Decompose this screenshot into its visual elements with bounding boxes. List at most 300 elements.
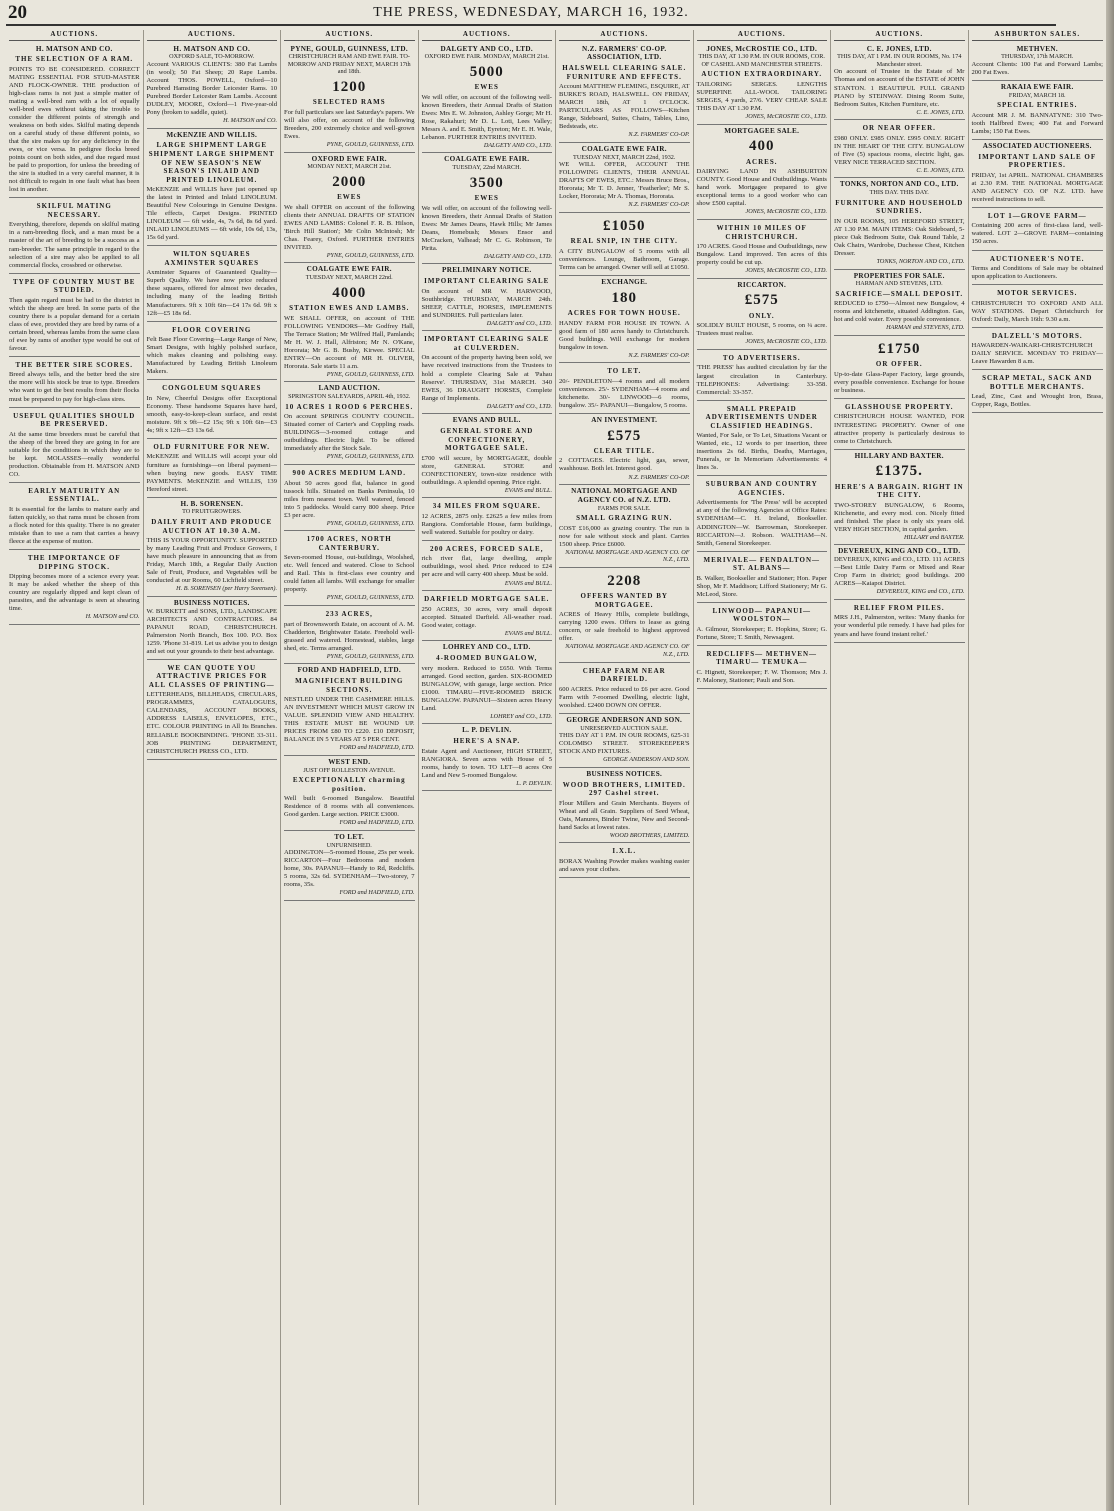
ad-signature: DALGETY AND CO., LTD. <box>483 252 552 260</box>
column-heading: AUCTIONS. <box>147 30 278 41</box>
column-heading: ASHBURTON SALES. <box>972 30 1104 41</box>
ad-big-figure: 180 <box>611 289 637 306</box>
ad-body: HANDY FARM FOR HOUSE IN TOWN. A good farm of 180 acres handy to Christchurch. Good buildings. Will exchange for modern bungalow in town. <box>559 319 690 351</box>
ad-signature: PYNE, GOULD, GUINNESS, LTD. <box>326 594 415 602</box>
ad-headline: SACRIFICE—SMALL DEPOSIT. <box>835 289 964 298</box>
advertiser-name: DALGETY AND CO., LTD. <box>440 44 533 53</box>
advertiser-name: COALGATE EWE FAIR. <box>306 265 392 274</box>
advertiser-name: PROPERTIES FOR SALE. <box>853 271 945 280</box>
advertisement <box>9 483 140 550</box>
ad-signature: H. MATSON and CO. <box>223 117 277 125</box>
ad-signature: H. B. SORENSEN (per Harry Sorensen). <box>176 585 277 593</box>
ad-subheading: THIS DAY. THIS DAY. <box>869 189 929 197</box>
advertiser-name: EVANS AND BULL. <box>452 416 521 425</box>
advertisement <box>972 43 1104 81</box>
ad-big-figure: 2208 <box>607 572 642 589</box>
advertiser-name: L. P. DEVLIN. <box>462 726 512 735</box>
ad-big-figure: 400 <box>749 138 775 155</box>
ad-headline: FURNITURE AND HOUSEHOLD SUNDRIES. <box>835 198 964 216</box>
ad-subheading: JUST OFF ROLLESTON AVENUE. <box>303 766 396 774</box>
ad-signature: N.Z. FARMERS' CO-OP. <box>628 473 690 481</box>
ad-body: Then again regard must be had to the district in which the sheep are bred. In some parts of the country there is a popular demand for a certain class of ewe, provided they are bred by rams of a certain breed, whereas lambs from the same class of ewe by rams of another type would be out of favour. <box>9 296 140 352</box>
ad-subheading: SPRINGSTON SALEYARDS, APRIL 4th, 1932. <box>288 393 411 401</box>
advertisement <box>697 350 828 401</box>
ad-headline: OR OFFER. <box>875 360 923 369</box>
ad-signature: DALGETY and CO., LTD. <box>486 402 552 410</box>
ad-body: BORAX Washing Powder makes washing easier and saves your clothes. <box>559 857 690 873</box>
ad-headline: IMPORTANT LAND SALE OF PROPERTIES. <box>978 152 1097 170</box>
column-2 <box>144 30 282 1505</box>
advertisement <box>422 153 553 264</box>
ad-body: COST £16,000 as grazing country. The run is now for sale without stock and plant. Carries 1500 sheep. Price £6000. <box>559 524 690 548</box>
ad-subheading: THIS DAY, AT 1.30 P.M. IN OUR ROOMS, COR. OF CASHEL AND MANCHESTER STREETS. <box>698 53 825 68</box>
ad-signature: FORD and HADFIELD, LTD. <box>339 744 415 752</box>
ad-body: 170 ACRES. Good House and Outbuildings, new Bungalow. Land improved. Ten acres of this property could be cut up. <box>696 243 827 267</box>
advertisement <box>284 531 415 606</box>
advertisement <box>422 331 553 414</box>
advertiser-name: COALGATE EWE FAIR. <box>581 144 667 153</box>
ad-headline: SMALL GRAZING RUN. <box>576 514 673 523</box>
advertisement <box>834 545 965 599</box>
ad-headline: SPECIAL ENTRIES. <box>997 101 1078 110</box>
ad-subheading: OXFORD SALE, TO-MORROW. <box>169 53 255 61</box>
advertisement <box>559 143 690 213</box>
advertisement <box>697 220 828 279</box>
ad-body: Up-to-date Glass-Paper Factory, large grounds, every possible convenience. Exchange for house or business. <box>834 370 965 394</box>
column-heading: AUCTIONS. <box>284 30 415 41</box>
ad-headline: WOOD BROTHERS, LIMITED. 297 Cashel street. <box>562 780 686 798</box>
ad-signature: HARMAN and STEVENS, LTD. <box>886 324 965 332</box>
ad-big-figure: £1375. <box>875 463 923 480</box>
newspaper-title: THE PRESS, WEDNESDAY, MARCH 16, 1932. <box>373 5 689 20</box>
ad-signature: PYNE, GOULD, GUINNESS, LTD. <box>326 519 415 527</box>
advertisement <box>972 140 1104 208</box>
ad-body: W. BURKETT and SONS, LTD., LANDSCAPE ARCHITECTS AND CONTRACTORS. 84 PAPANUI ROAD, CHRISTCHURCH. Palmerston North Branch, Box 100. P.O. Box 1259. 'Phone 31-819. Let us advise you to design and set out your grounds to their best advantage. <box>146 607 277 655</box>
advertisement <box>422 541 553 591</box>
advertisement <box>972 208 1104 251</box>
ad-headline: 1700 ACRES, NORTH CANTERBURY. <box>306 535 392 552</box>
advertisement <box>147 129 278 247</box>
advertiser-name: COALGATE EWE FAIR. <box>444 155 530 164</box>
ad-subheading: TUESDAY NEXT, MARCH 22nd. <box>305 274 393 282</box>
advertiser-name: TO LET. <box>334 832 365 841</box>
ad-body: ACRES of Heavy Hills, complete buildings, carrying 1200 ewes. Offers to lease as going concern, or sale freehold to highest approved offer. <box>559 611 690 643</box>
column-4 <box>419 30 557 1505</box>
ad-big-figure: £1750 <box>878 341 921 358</box>
ad-headline: GLASSHOUSE PROPERTY. <box>844 402 954 411</box>
ad-signature: JONES, McCROSTIE CO., LTD. <box>745 267 827 275</box>
ad-big-figure: 2000 <box>332 173 367 190</box>
ad-body: REDUCED to £750—Almost new Bungalow, 4 rooms and kitchenette, situated Addington. Gas, hot and cold water. Every possible convenience. <box>834 300 965 324</box>
ad-body: WE WILL OFFER, ACCOUNT THE FOLLOWING CLIENTS, THEIR ANNUAL DRAFTS OF EWES, ETC.: Messrs Bruce Bros., Hororata; Mr T. D. Jenner, 'Featherlee'; Mr S. Locker, Hororata; Mr A. Thomas, Hororata. <box>559 161 690 201</box>
ad-body: C. Hignett, Storekeeper; F. W. Thomson; Mrs J. F. Maloney, Stationer; Pauli and Son. <box>696 668 827 684</box>
ad-headline: CONGOLEUM SQUARES <box>162 384 262 393</box>
ad-signature: EVANS and BULL. <box>504 486 552 494</box>
ad-body: In New, Cheerful Designs offer Exceptional Economy. These handsome Squares have hard, smooth, easy-to-keep-clean surface, and resist moisture. 9ft x 9ft—£2 15s; 9ft x 10ft 6in—£3 4s; 9ft x 12ft—£3 13s 6d. <box>146 394 277 434</box>
ad-body: We will offer, on account of the following well-known Breeders, their Annual Drafts of Station Ewes: Mrs E. W. Johnston, Ashley Gorge; Mr H. Rose, Rakahuri; Mr D. L. Loti, Lees Valley; Messrs A. and E. Smith, Eyreton; Mr E. H. Wale, Lebanon. FURTHER ENTRIES INVITED. <box>421 93 552 141</box>
advertisement <box>422 264 553 331</box>
ad-body: Axminster Squares of Guaranteed Quality—Superb Quality. We have now price reduced these squares, offered for almost two decades, including many of the leading British Manufacturers. 9ft x 10ft 6in—£4 17s 6d. 9ft x 12ft—£5 18s 6d. <box>146 269 277 317</box>
ad-body: Seven-roomed House, out-buildings, Woolshed, etc. Well fenced and watered. Close to School and Rail. This is first-class ewe country and could fatten all lambs. Will exchange for smaller property. <box>284 554 415 594</box>
advertiser-name: JONES, McCROSTIE CO., LTD. <box>706 44 818 53</box>
ad-headline: EWES <box>337 193 362 202</box>
ad-headline: SUBURBAN AND COUNTRY AGENCIES. <box>705 480 818 497</box>
advertisement <box>559 43 690 143</box>
ad-headline: HERE'S A SNAP. <box>453 737 521 746</box>
advertisement <box>559 714 690 768</box>
ad-subheading: HARMAN AND STEVENS, LTD. <box>855 280 943 288</box>
ad-subheading: UNFURNISHED. <box>326 841 372 849</box>
ad-headline: LOT 1—GROVE FARM— <box>987 211 1087 220</box>
ad-signature: PYNE, GOULD, GUINNESS, LTD. <box>326 251 415 259</box>
ad-headline: SELECTED RAMS <box>312 98 386 107</box>
advertiser-name: ASSOCIATED AUCTIONEERS. <box>982 141 1092 150</box>
advertisement <box>284 664 415 756</box>
advertisement <box>9 274 140 357</box>
column-8 <box>969 30 1107 1505</box>
advertisement <box>9 357 140 408</box>
ad-signature: JONES, McCROSTIE CO., LTD. <box>745 338 827 346</box>
column-heading: AUCTIONS. <box>834 30 965 41</box>
advertiser-name: McKENZIE AND WILLIS. <box>166 130 258 139</box>
ad-signature: NATIONAL MORTGAGE AND AGENCY CO. OF N.Z., LTD. <box>565 548 690 564</box>
ad-headline: TO ADVERTISERS. <box>722 353 801 362</box>
ad-headline: DARFIELD MORTGAGE SALE. <box>424 595 550 604</box>
advertisement <box>559 485 690 568</box>
advertisement <box>972 370 1104 413</box>
ad-headline: WE CAN QUOTE YOU ATTRACTIVE PRICES FOR ALL CLASSES OF PRINTING— <box>148 663 275 689</box>
ad-signature: N.Z. FARMERS' CO-OP. <box>628 131 690 139</box>
advertisement <box>834 600 965 643</box>
advertiser-name: DEVEREUX, KING AND CO., LTD. <box>838 547 961 556</box>
advertisement <box>559 363 690 414</box>
ad-body: LETTERHEADS, BILLHEADS, CIRCULARS, PROGRAMMES, CATALOGUES, CALENDARS, ACCOUNT BOOKS, ADDRESS LABELS, ENVELOPES, ETC., ETC. COLOUR PRINTING in All Its Branches. RELIABLE BOOKBINDING. 'PHONE 33-311. JOB PRINTING DEPARTMENT, CHRISTCHURCH PRESS CO., LTD. <box>146 691 277 755</box>
column-heading: AUCTIONS. <box>422 30 553 41</box>
ad-headline: CHEAP FARM NEAR DARFIELD. <box>582 666 666 684</box>
ad-headline: TYPE OF COUNTRY MUST BE STUDIED. <box>13 277 136 295</box>
ad-body: Everything, therefore, depends on skilful mating in a ram-breeding flock, and a man must be a master of the art of breeding to be a success as a ram-breeder. The same principle in regard to the selection of a sire may also be applied to all commercial flocks, crossbred or otherwise. <box>9 221 140 269</box>
ad-subheading: TUESDAY NEXT, MARCH 22nd, 1932. <box>573 153 676 161</box>
ad-headline: DAILY FRUIT AND PRODUCE AUCTION AT 10.30 A.M. <box>151 517 273 535</box>
column-heading: AUCTIONS. <box>697 30 828 41</box>
column-6 <box>694 30 832 1505</box>
ad-body: Containing 200 acres of first-class land, well-watered. LOT 2—GROVE FARM—containing 150 acres. <box>971 222 1103 246</box>
advertisement <box>697 476 828 551</box>
ad-headline: CLEAR TITLE. <box>593 446 655 455</box>
ad-headline: LINWOOD— PAPANUI— WOOLSTON— <box>712 606 812 624</box>
advertisement <box>422 591 553 641</box>
advertisement <box>147 322 278 381</box>
ad-subheading: THURSDAY, 17th MARCH. <box>1001 53 1074 61</box>
ad-headline: ACRES FOR TOWN HOUSE. <box>567 308 681 317</box>
ad-headline: LARGE SHIPMENT LARGE SHIPMENT LARGE SHIPMENT OF NEW SEASON'S NEW SEASON'S INLAID AND PRINTED LINOLEUM. <box>148 141 275 184</box>
ad-body: Lead, Zinc, Cast and Wrought Iron, Brass, Copper, Rags, Bottles. <box>971 393 1103 409</box>
advertiser-name: AN INVESTMENT. <box>591 415 658 424</box>
advertiser-name: RAKAIA EWE FAIR. <box>1000 82 1074 91</box>
ad-signature: PYNE, GOULD, GUINNESS, LTD. <box>326 370 415 378</box>
advertisement <box>834 399 965 450</box>
ad-signature: PYNE, GOULD, GUINNESS, LTD. <box>326 652 415 660</box>
ad-headline: FLOOR COVERING <box>172 325 252 334</box>
ad-subheading: OXFORD EWE FAIR. MONDAY, MARCH 21st. <box>424 53 549 61</box>
ad-signature: EVANS and BULL. <box>504 629 552 637</box>
ad-body: Well built 6-roomed Bungalow. Beautiful Residence of 8 rooms with all conveniences. Good garden. Large section. PRICE £3000. <box>284 795 415 819</box>
columns <box>6 30 1106 1505</box>
advertisement <box>559 663 690 714</box>
ad-body: On account of Trustee in the Estate of Mr Thomas and on account of the ESTATE of JOHN STANTON. 1 BEAUTIFUL FULL GRAND PIANO by STEINWAY. Dining Room Suite, Bedroom Suites, Kitchen Furniture, etc. <box>834 68 965 108</box>
ad-body: McKENZIE and WILLIS will accept your old furniture as furnishings—on liberal payment—when buying new goods. EASY TIME PAYMENTS. McKENZIE and WILLIS, 139 Hereford street. <box>146 453 277 493</box>
advertisement <box>559 768 690 844</box>
ad-body: TAILORING SERGES. LENGTHS SUPERFINE ALL-WOOL TAILORING SERGES, 4 yards, 27/6. VERY CHEAP. SALE THIS DAY AT 1.30 P.M. <box>696 80 827 113</box>
ad-headline: SMALL PREPAID ADVERTISEMENTS UNDER CLASSIFIED HEADINGS. <box>705 404 818 430</box>
ad-headline: TO LET. <box>607 367 642 376</box>
ad-body: On account of the property having been sold, we have received instructions from the Trustees to hold a complete Clearing Sale at 'Pahau Reserve'. THURSDAY, 31st MARCH. 340 EWES, 36 DRAUGHT HORSES, Complete Range of Implements. <box>421 354 552 402</box>
advertisement <box>147 597 278 660</box>
column-3 <box>281 30 419 1505</box>
ad-headline: THE BETTER SIRE SCORES. <box>15 360 134 369</box>
ad-signature: N.Z. FARMERS' CO-OP. <box>628 201 690 209</box>
ad-body: A. Gilmour, Storekeeper; E. Hopkins, Store; G. Fortune, Store; T. Smith, Newsagent. <box>696 625 827 641</box>
advertisement <box>147 380 278 439</box>
advertisement <box>284 606 415 664</box>
ad-body: Account Clients: 100 Fat and Forward Lambs; 200 Fat Ewes. <box>971 60 1103 76</box>
advertisement <box>147 246 278 321</box>
ad-signature: NATIONAL MORTGAGE AND AGENCY CO. OF N.Z., LTD. <box>565 643 690 658</box>
ad-body: FRIDAY, 1st APRIL. NATIONAL CHAMBERS at 2.30 P.M. THE NATIONAL MORTGAGE AND AGENCY CO. OF N.Z. LTD. have received instructions to sell. <box>971 171 1103 203</box>
advertiser-name: BUSINESS NOTICES. <box>586 769 663 778</box>
ad-body: rich river flat, large dwelling, ample outbuildings, wool shed. Price reduced to £24 per acre and will carry 400 sheep. Must be sold. <box>421 555 552 579</box>
ad-signature: FORD and HADFIELD, LTD. <box>339 819 415 827</box>
ad-body: HAWARDEN-WAIKARI-CHRISTCHURCH DAILY SERVICE. MONDAY TO FRIDAY—Leave Hawarden 8 a.m. <box>971 342 1103 366</box>
ad-big-figure: £575 <box>607 427 642 444</box>
ad-body: Dipping becomes more of a science every year. It may be asked whether the sheep of this country are regularly dipped and kept clean of parasites, and the advantage is seen at shearing time. <box>9 573 140 613</box>
column-heading: AUCTIONS. <box>9 30 140 41</box>
advertisement <box>284 153 415 264</box>
ad-headline: 200 ACRES, FORCED SALE, <box>430 544 544 553</box>
ad-subheading: THIS DAY, AT 1 P.M. IN OUR ROOMS, No. 174 Manchester street. <box>837 53 962 68</box>
ad-body: WE SHALL OFFER, on account of THE FOLLOWING VENDORS—Mr Godfrey Hall, The Terrace Station; Mr Wilfred Hall, Pamlands; Mr H. W. J. Hall, Alfriston; Mr N. O'Kane, Hororata; Mr G. B. Bushy, Kirwee. SPECIAL ENTRY—On account of MR H. OLIVER, Hororata. Sale starts 11 a.m. <box>284 314 415 370</box>
ad-headline: AUCTION EXTRAORDINARY. <box>701 70 823 79</box>
ad-signature: C. E. JONES, LTD. <box>916 166 965 174</box>
ad-signature: HILLARY and BAXTER. <box>903 533 965 541</box>
advertiser-name: H. MATSON AND CO. <box>35 44 113 53</box>
advertisement <box>147 498 278 597</box>
ad-signature: DEVEREUX, KING and CO., LTD. <box>876 588 965 596</box>
ad-headline: GENERAL STORE AND CONFECTIONERY, MORTGAGEE SALE. <box>440 426 534 453</box>
ad-big-figure: 1200 <box>332 79 367 95</box>
advertisement <box>147 660 278 760</box>
advertiser-name: FORD AND HADFIELD, LTD. <box>297 666 401 675</box>
ad-headline: SKILFUL MATING NECESSARY. <box>36 202 112 219</box>
advertisement <box>697 603 828 646</box>
ad-body: Account VARIOUS CLIENTS: 380 Fat Lambs (in wool); 50 Fat Sheep; 20 Rape Lambs. Account THOS. POWELL, Oxford—10 Purebred Hamsting Border Leicester Rams. 10 Purebred Border Leicester Ram Lambs. Account DUDLEY, MOORE, Oxford—1 Five-year-old Pony (broken to saddle, quiet). <box>146 60 277 117</box>
advertisement <box>9 43 140 199</box>
ad-headline: ONLY. <box>748 311 775 320</box>
advertiser-name: H. MATSON AND CO. <box>173 44 251 53</box>
advertisement <box>147 439 278 498</box>
ad-headline: I.X.L. <box>612 847 637 856</box>
advertisement <box>972 328 1104 371</box>
ad-signature: H. MATSON and CO. <box>85 613 140 621</box>
ad-headline: RELIEF FROM PILES. <box>853 603 945 612</box>
ad-body: POINTS TO BE CONSIDERED. CORRECT MATING ESSENTIAL FOR STUD-MASTER AND FLOCK-OWNER. THE production of high-class rams is not just a simple matter of mating a well-bred ram with a lot of equally well-bred ewes without taking the trouble to consider the different points of strength and weakness on both sides. Skilful mating depends on a careful study of these different points, so that the sire makes up for any deficiency in the ewes, or vice versa. In pedigree flocks breed points count on both sides, and due regard must be paid to proportion, for unless the breeding of the sire is studied in a very careful manner, it is not difficult to regain in one fault what has been lost in another. <box>9 65 140 194</box>
ad-signature: WOOD BROTHERS, LIMITED. <box>609 831 690 839</box>
ad-headline: REDCLIFFS— METHVEN— TIMARU— TEMUKA— <box>706 649 818 667</box>
ad-body: CHRISTCHURCH HOUSE WANTED, FOR INTERESTING PROPERTY. Owner of one attractive property is particularly desirous to come to Christchurch. <box>834 413 965 445</box>
ad-headline: STATION EWES AND LAMBS. <box>289 304 410 313</box>
ad-signature: GEORGE ANDERSON AND SON. <box>603 756 690 764</box>
advertiser-name: MORTGAGEE SALE. <box>724 126 800 135</box>
advertiser-name: RICCARTON. <box>737 280 787 289</box>
advertisement <box>697 646 828 689</box>
ad-headline: OFFERS WANTED BY MORTGAGEE. <box>580 592 668 609</box>
ad-body: It is essential for the lambs to mature early and fatten quickly, so that rams must be chosen from a flock noted for this quality. There is no greater mistake than to use a ram that carries a heavy fleece at the expense of mutton. <box>9 505 140 545</box>
advertisement <box>697 279 828 350</box>
advertisement <box>422 498 553 541</box>
advertisement <box>422 414 553 498</box>
ad-headline: HALSWELL CLEARING SALE. FURNITURE AND EFFECTS. <box>562 64 687 81</box>
page-edge-shadow <box>1106 0 1114 1511</box>
ad-body: We shall OFFER on account of the following clients their ANNUAL DRAFTS OF STATION EWES AND LAMBS: Colonel F. R. B. Hilson, 'Birch Hill Station'; Mr Colin McIntosh; Mr Chas. Fearey, Oxford. FURTHER ENTRIES INVITED. <box>284 203 415 251</box>
ad-body: Account MATTHEW FLEMING, ESQUIRE, AT BURKE'S ROAD, HALSWELL. ON FRIDAY, MARCH 18th, AT 1 O'CLOCK. PARTICULARS AS FOLLOWS—Kitchen Range, Sideboard, Suites, Chairs, Tables, Lino, Bedsteads, etc. <box>559 83 690 131</box>
ad-body: For full particulars see last Saturday's papers. We will also offer, on account of the following Breeders, 200 extremely choice and well-grown Ewes. <box>284 108 415 140</box>
ad-headline: MERIVALE— FENDALTON— ST. ALBANS— <box>703 555 821 573</box>
advertiser-name: LAND AUCTION. <box>318 384 380 393</box>
ad-big-figure: 3500 <box>469 174 504 191</box>
ad-body: 600 ACRES. Price reduced to £6 per acre. Good Farm with 7-roomed Dwelling, electric light, woolshed. £2400 DOWN ON OFFER. <box>559 685 690 709</box>
ad-headline: HERE'S A BARGAIN. RIGHT IN THE CITY. <box>834 482 964 500</box>
advertisement <box>9 198 140 273</box>
advertisement <box>9 550 140 625</box>
ad-headline: WITHIN 10 MILES OF CHRISTCHURCH. <box>716 223 807 241</box>
advertisement <box>559 568 690 663</box>
ad-headline: EARLY MATURITY AN ESSENTIAL. <box>28 486 121 504</box>
advertisement <box>697 125 828 220</box>
ad-headline: AUCTIONEER'S NOTE. <box>989 254 1085 263</box>
ad-headline: 4-ROOMED BUNGALOW, <box>436 654 538 663</box>
ad-subheading: UNRESERVED AUCTION SALE. <box>580 724 669 732</box>
column-5 <box>556 30 694 1505</box>
advertisement <box>972 285 1104 328</box>
ad-headline: OR NEAR OFFER. <box>862 124 936 133</box>
ad-body: ADDINGTON—5-roomed House, 25s per week. RICCARTON—Four Bedrooms and modern home, 30s. PAPANUI—Handy to Rd, Redcliffs. 5 rooms, 32s 6d. SYDENHAM—Two-storey, 7 rooms, 35s. <box>284 849 415 889</box>
ad-body: NESTLED UNDER THE CASHMERE HILLS. AN INVESTMENT WHICH MUST GROW IN VALUE. SPLENDID VIEW AND HEALTHY. THIS ESTATE MUST BE WOUND UP. PRICES FROM £80 TO £220. £10 DEPOSIT, BALANCE IN 5 YEARS AT 5 PER CENT. <box>284 696 415 744</box>
ad-big-figure: £1050 <box>603 217 646 234</box>
advertisement <box>972 251 1104 286</box>
ad-body: 12 ACRES, 2875 only. £2625 a few miles from Rangiora. Comfortable House, farm buildings, well watered. Suitable for poultry or dairy. <box>421 512 552 536</box>
ad-body: £980 ONLY. £985 ONLY. £995 ONLY. RIGHT IN THE HEART OF THE CITY. BUNGALOW of Five (5) spacious rooms, electric light, gas. VERY NICE TERRACED SECTION. <box>834 134 965 166</box>
ad-body: On account of MR W. HARWOOD, Southbridge. THURSDAY, MARCH 24th. SHEEP, CATTLE, HORSES, IMPLEMENTS and SUNDRIES. Full particulars later. <box>421 287 552 319</box>
ad-headline: REAL SNIP, IN THE CITY. <box>570 237 678 246</box>
ad-headline: MAGNIFICENT BUILDING SECTIONS. <box>295 677 404 694</box>
ad-big-figure: £575 <box>744 292 779 309</box>
ad-headline: THE IMPORTANCE OF DIPPING STOCK. <box>27 554 121 571</box>
ad-body: We will offer, on account of the following well-known Breeders, their Annual Drafts of Station Ewes: Mr James Deans, Hawk Hills; Mr James Deans, Homebush; Messrs Ensor and McCracken, Valhead; Mr C. G. Robinson, Te Pirita. <box>421 204 552 252</box>
advertiser-name: GEORGE ANDERSON AND SON. <box>566 715 683 724</box>
advertisement <box>697 552 828 603</box>
advertiser-name: C. E. JONES, LTD. <box>866 44 932 53</box>
ad-body: THIS IS YOUR OPPORTUNITY. SUPPORTED by many Leading Fruit and Produce Growers, I have much pleasure in announcing that as from Friday, March 18th, a Regular Daily Auction Sale of Fruit, Produce, and Vegetables will be conducted at our Rooms, 60 Lichfield street. <box>146 537 277 585</box>
ad-body: DEVEREUX, KING and CO., LTD. 111 ACRES—Best Little Dairy Farm or Mixed and Rear Crop Farm in district; good buildings. 200 ACRES—Kaiapoi District. <box>834 556 965 588</box>
ad-signature: TONKS, NORTON AND CO., LTD. <box>876 257 965 265</box>
ad-headline: MOTOR SERVICES. <box>997 289 1078 298</box>
advertisement <box>284 756 415 831</box>
column-heading: AUCTIONS. <box>559 30 690 41</box>
ad-headline: IMPORTANT CLEARING SALE at CULVERDEN. <box>424 335 550 352</box>
advertiser-name: H. B. SORENSEN. <box>180 499 244 508</box>
ad-subheading: TO FRUITGROWERS. <box>182 508 242 516</box>
ad-body: MRS J.H., Palmerston, writes: 'Many thanks for your wonderful pile remedy. I have had piles for years and have found instant relief.' <box>834 614 965 638</box>
advertisement <box>834 178 965 269</box>
ad-body: 20/- PENDLETON—4 rooms and all modern conveniences. 25/- SYDENHAM—4 rooms and kitchenette. 30/- LINWOOD—6 rooms, bungalow. 35/- PAPANUI—Bungalow, 5 rooms. <box>559 377 690 409</box>
ad-body: DAIRYING LAND IN ASHBURTON COUNTY. Good House and Outbuildings. Wants hand work. Mortgagee prepared to give exceptional terms to a good worker who can show £500 capital. <box>696 168 827 208</box>
ad-headline: EWES <box>474 83 499 92</box>
column-1 <box>6 30 144 1505</box>
ad-headline: IMPORTANT CLEARING SALE <box>424 277 550 286</box>
advertiser-name: LOHREY AND CO., LTD. <box>442 643 531 652</box>
advertisement <box>559 414 690 485</box>
ad-signature: N.Z. FARMERS' CO-OP. <box>628 351 690 359</box>
ad-body: 'THE PRESS' has audited circulation by far the largest circulation in Canterbury. TELEPHONES: Advertising: 33-358. Commercial: 33-357. <box>696 364 827 396</box>
ad-body: Estate Agent and Auctioneer, HIGH STREET, RANGIORA. Seven acres with House of 5 rooms, handy to town. TO LET—8 acres Ore Land and New 5-roomed Bungalow. <box>421 747 552 779</box>
ad-signature: LOHREY and CO., LTD. <box>490 712 552 720</box>
advertisement <box>284 831 415 901</box>
ad-body: Account MR J. M. BANNATYNE: 310 Two-tooth Halfbred Ewes; 400 Fat and Forward Lambs; 150 Fat Ewes. <box>971 111 1103 135</box>
ad-headline: SCRAP METAL, SACK AND BOTTLE MERCHANTS. <box>982 374 1093 391</box>
ad-body: CHRISTCHURCH TO OXFORD AND ALL WAY STATIONS. Depart Christchurch for Oxford: Daily, March 16th: 9.30 a.m. <box>971 299 1103 323</box>
ad-headline: 34 MILES FROM SQUARE. <box>432 502 541 511</box>
ad-body: IN OUR ROOMS, 105 HEREFORD STREET, AT 1.30 P.M. MAIN ITEMS: Oak Sideboard, 5-piece Oak Bedroom Suite, Oak Round Table, 2 Oak Chairs, Wardrobe, Duchesse Chest, Kitchen Dresser. <box>834 217 965 257</box>
ad-signature: JONES, McCROSTIE CO., LTD. <box>745 208 827 216</box>
ad-headline: DALZELL'S MOTORS. <box>991 331 1083 340</box>
ad-headline: THE SELECTION OF A RAM. <box>15 55 134 64</box>
advertiser-name: NATIONAL MORTGAGE AND AGENCY CO. of N.Z. LTD. <box>571 487 678 504</box>
ad-signature: L. P. DEVLIN. <box>516 779 552 787</box>
ad-body: McKENZIE and WILLIS have just opened up the latest in Printed and Inlaid LINOLEUM. Beautiful New Colourings in Genuine Designs. Tile effects, Carpet Designs. PRINTED LINOLEUM — 6ft wide, 4s, 7s 6d, 8s 6d yard. INLAID LINOLEUMS — 6ft wide, 10s 6d, 13s, 15s 6d yard. <box>146 186 277 242</box>
ad-signature: FORD and HADFIELD, LTD. <box>339 889 415 897</box>
ad-headline: OLD FURNITURE FOR NEW. <box>153 442 271 451</box>
ad-body: About 50 acres good flat, balance in good tussock hills. Situated on Banks Peninsula, 10 miles from nearest town. Well watered, fenced into 5 paddocks. Would carry 800 sheep. Price £3 per acre. <box>284 479 415 519</box>
advertisement <box>834 450 965 546</box>
masthead <box>6 2 1056 26</box>
ad-headline: 233 ACRES, <box>325 610 373 619</box>
ad-body: part of Brownsworth Estate, on account of A. M. Chadderton, Brightwater Estate. Freehold well-grassed and watered. Homestead, stables, large shed, etc. Terms arranged. <box>284 620 415 652</box>
advertisement <box>972 81 1104 140</box>
ad-signature: DALGETY AND CO., LTD. <box>483 141 552 149</box>
advertiser-name: BUSINESS NOTICES. <box>173 598 250 607</box>
column-7 <box>831 30 969 1505</box>
ad-body: Wanted, For Sale, or To Let, Situations Vacant or Wanted, etc., 12 words to per insertion, three insertions 2s 6d. Births, Deaths, Marriages, Funerals, or In Memoriam Advertisements: 4 lines 3s. <box>696 432 827 472</box>
advertisement <box>147 43 278 129</box>
ad-headline: EWES <box>474 194 499 203</box>
ad-subheading: FRIDAY, MARCH 18. <box>1008 91 1066 99</box>
ad-body: At the same time breeders must be careful that the sheep of the breed they are going in for are suitable for the conditions in which they are to be kept. MOLASSES—really wonderful production. Obtainable from H. MATSON AND CO. <box>9 430 140 478</box>
advertisement <box>284 465 415 531</box>
ad-signature: C. E. JONES, LTD. <box>916 108 965 116</box>
advertiser-name: HILLARY AND BAXTER. <box>854 451 944 460</box>
ad-body: A CITY BUNGALOW of 5 rooms with all conveniences. Lounge, Bathroom, Garage. Terms can be arranged. Owner will sell at £1050. <box>559 247 690 271</box>
ad-body: Felt Base Floor Covering—Large Range of New, Smart Designs, with highly polished surface, which makes cleaning and polishing easy. Manufactured by Leading British Linoleum Makers. <box>146 336 277 376</box>
ad-body: B. Walker, Bookseller and Stationer; Hon. Paper Shop, Mr F. Maddison; Lifford Stationery; Mr G. McLeod, Store. <box>696 574 827 598</box>
advertiser-name: EXCHANGE. <box>601 277 648 286</box>
advertisement <box>834 120 965 178</box>
ad-body: Terms and Conditions of Sale may be obtained upon application to Auctioneers. <box>971 265 1103 281</box>
advertisement <box>559 213 690 276</box>
advertiser-name: METHVEN. <box>1016 44 1058 53</box>
advertiser-name: WEST END. <box>328 757 371 766</box>
ad-signature: PYNE, GOULD, GUINNESS, LTD. <box>326 453 415 461</box>
ad-signature: PYNE, GOULD, GUINNESS, LTD. <box>326 140 415 148</box>
